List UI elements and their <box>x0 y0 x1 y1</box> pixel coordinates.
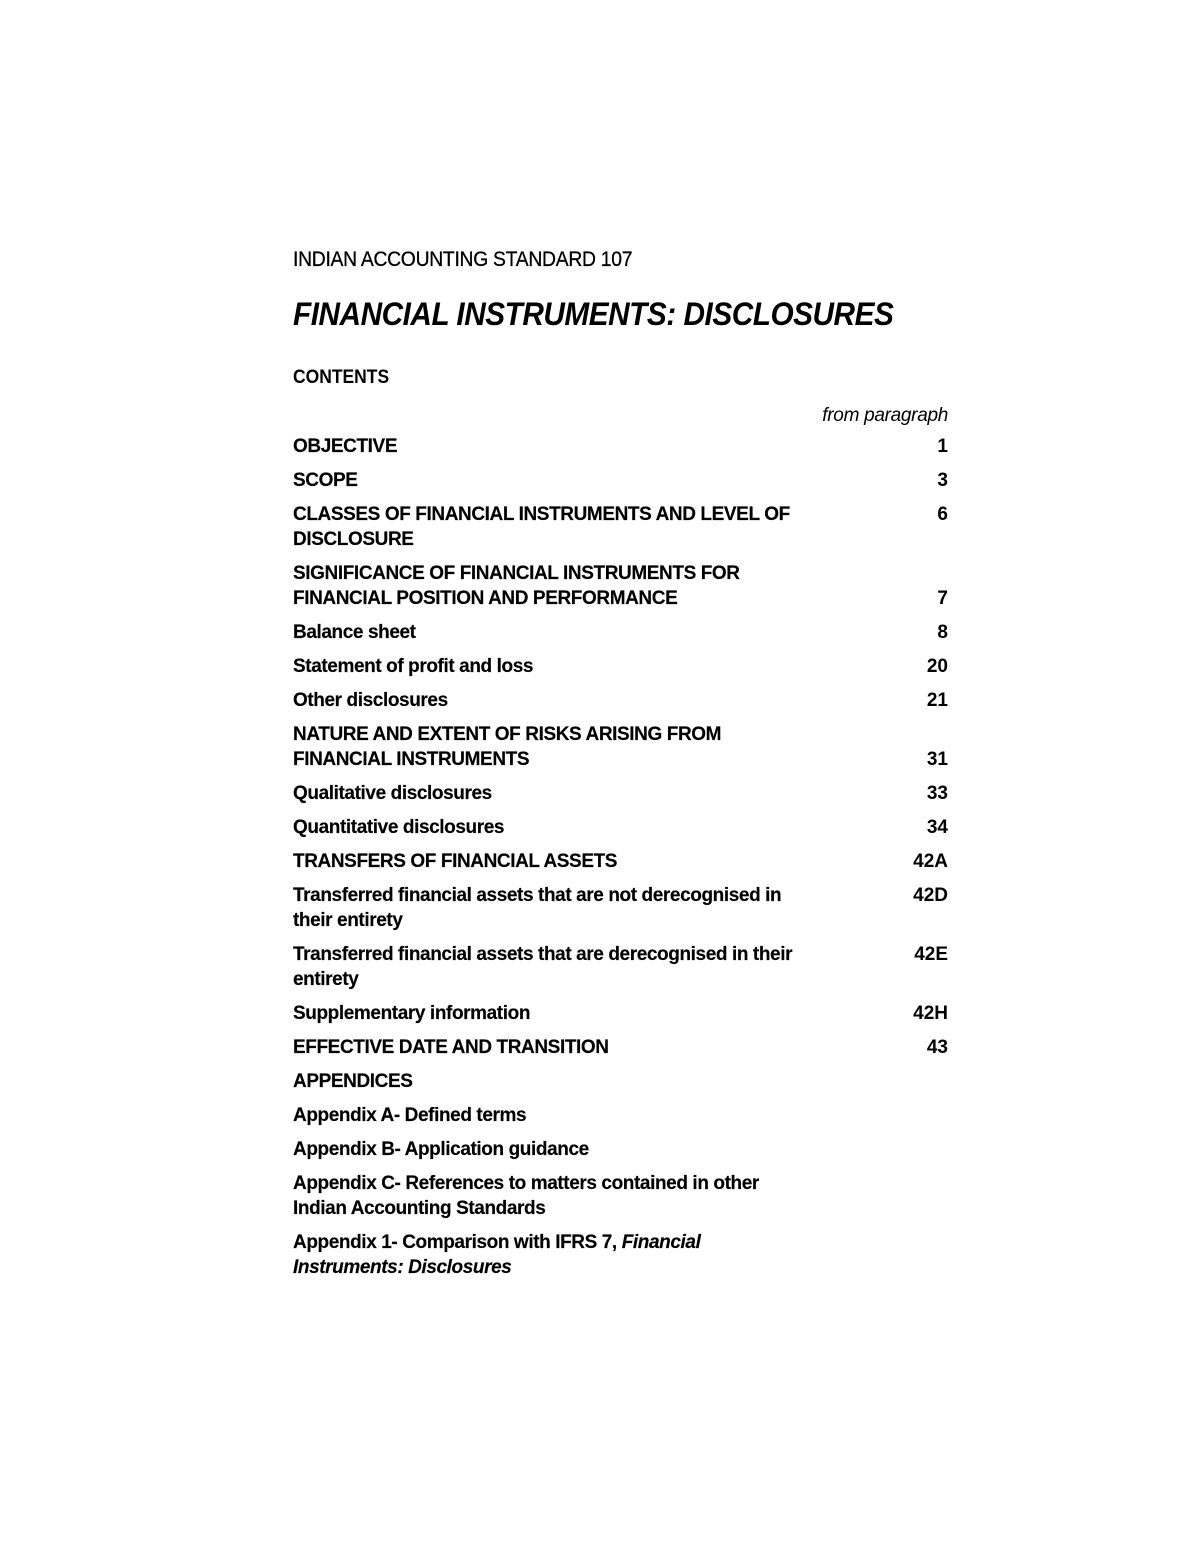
toc-label: Other disclosures <box>293 690 448 711</box>
toc-label: SIGNIFICANCE OF FINANCIAL INSTRUMENTS FOR FINANCIAL POSITION AND PERFORMANCE <box>293 563 740 609</box>
from-paragraph-column-heading: from paragraph <box>822 405 948 426</box>
toc-paragraph: 43 <box>926 1037 948 1058</box>
toc-paragraph: 42A <box>913 851 948 872</box>
toc-row-derecognised <box>293 942 948 992</box>
toc-label <box>293 1230 793 1280</box>
toc-paragraph: 8 <box>937 622 948 643</box>
toc-label: Supplementary information <box>293 1003 531 1024</box>
toc-paragraph: 31 <box>926 749 948 770</box>
toc-paragraph: 3 <box>937 470 948 491</box>
toc-label: APPENDICES <box>293 1071 413 1092</box>
toc-paragraph: 1 <box>937 436 948 457</box>
toc-label: Transferred financial assets that are not derecognised in their entirety <box>293 885 782 931</box>
toc-row-classes <box>293 502 948 552</box>
toc-row-appendix-1 <box>293 1230 948 1280</box>
toc-paragraph: 21 <box>926 690 948 711</box>
toc-row-scope <box>293 468 948 493</box>
toc-row-qualitative <box>293 781 948 806</box>
toc-label: Quantitative disclosures <box>293 817 505 838</box>
toc-label: NATURE AND EXTENT OF RISKS ARISING FROM FINANCIAL INSTRUMENTS <box>293 724 722 770</box>
toc-row-appendices <box>293 1069 948 1094</box>
toc-row-other-disclosures <box>293 688 948 713</box>
toc-row-profit-loss <box>293 654 948 679</box>
toc-paragraph: 33 <box>926 783 948 804</box>
toc-row-not-derecognised <box>293 883 948 933</box>
toc-paragraph: 34 <box>926 817 948 838</box>
toc-label: Balance sheet <box>293 622 416 643</box>
toc-row-transfers <box>293 849 948 874</box>
toc-label: CLASSES OF FINANCIAL INSTRUMENTS AND LEVEL OF DISCLOSURE <box>293 504 790 550</box>
document-page <box>293 246 948 1289</box>
toc-label: Qualitative disclosures <box>293 783 492 804</box>
toc-label: EFFECTIVE DATE AND TRANSITION <box>293 1037 609 1058</box>
toc-paragraph: 42E <box>914 944 948 965</box>
toc-row-objective <box>293 434 948 459</box>
toc-label: Appendix C- References to matters contained in other Indian Accounting Standards <box>293 1173 759 1219</box>
toc-row-significance <box>293 561 948 611</box>
table-of-contents <box>293 434 948 1280</box>
toc-label-italic: Financial Instruments: Disclosures <box>293 1232 701 1278</box>
toc-paragraph: 42H <box>913 1003 948 1024</box>
toc-row-appendix-a <box>293 1103 948 1128</box>
toc-label: Transferred financial assets that are derecognised in their entirety <box>293 944 793 990</box>
toc-paragraph: 42D <box>913 885 948 906</box>
toc-row-appendix-c <box>293 1171 948 1221</box>
toc-row-balance-sheet <box>293 620 948 645</box>
toc-paragraph: 7 <box>937 588 948 609</box>
contents-heading: CONTENTS <box>293 367 390 388</box>
toc-row-effective-date <box>293 1035 948 1060</box>
toc-paragraph: 6 <box>937 504 948 525</box>
toc-label: OBJECTIVE <box>293 436 398 457</box>
standard-number: INDIAN ACCOUNTING STANDARD 107 <box>293 248 633 271</box>
toc-row-appendix-b <box>293 1137 948 1162</box>
toc-row-quantitative <box>293 815 948 840</box>
toc-paragraph: 20 <box>926 656 948 677</box>
toc-label: Statement of profit and loss <box>293 656 534 677</box>
toc-row-supplementary <box>293 1001 948 1026</box>
toc-label: SCOPE <box>293 470 358 491</box>
toc-label: Appendix A- Defined terms <box>293 1105 527 1126</box>
toc-label: Appendix B- Application guidance <box>293 1139 589 1160</box>
document-title: FINANCIAL INSTRUMENTS: DISCLOSURES <box>293 296 894 332</box>
toc-label: TRANSFERS OF FINANCIAL ASSETS <box>293 851 618 872</box>
toc-row-nature-extent-risks <box>293 722 948 772</box>
toc-label-plain: Appendix 1- Comparison with IFRS 7, <box>293 1232 622 1253</box>
